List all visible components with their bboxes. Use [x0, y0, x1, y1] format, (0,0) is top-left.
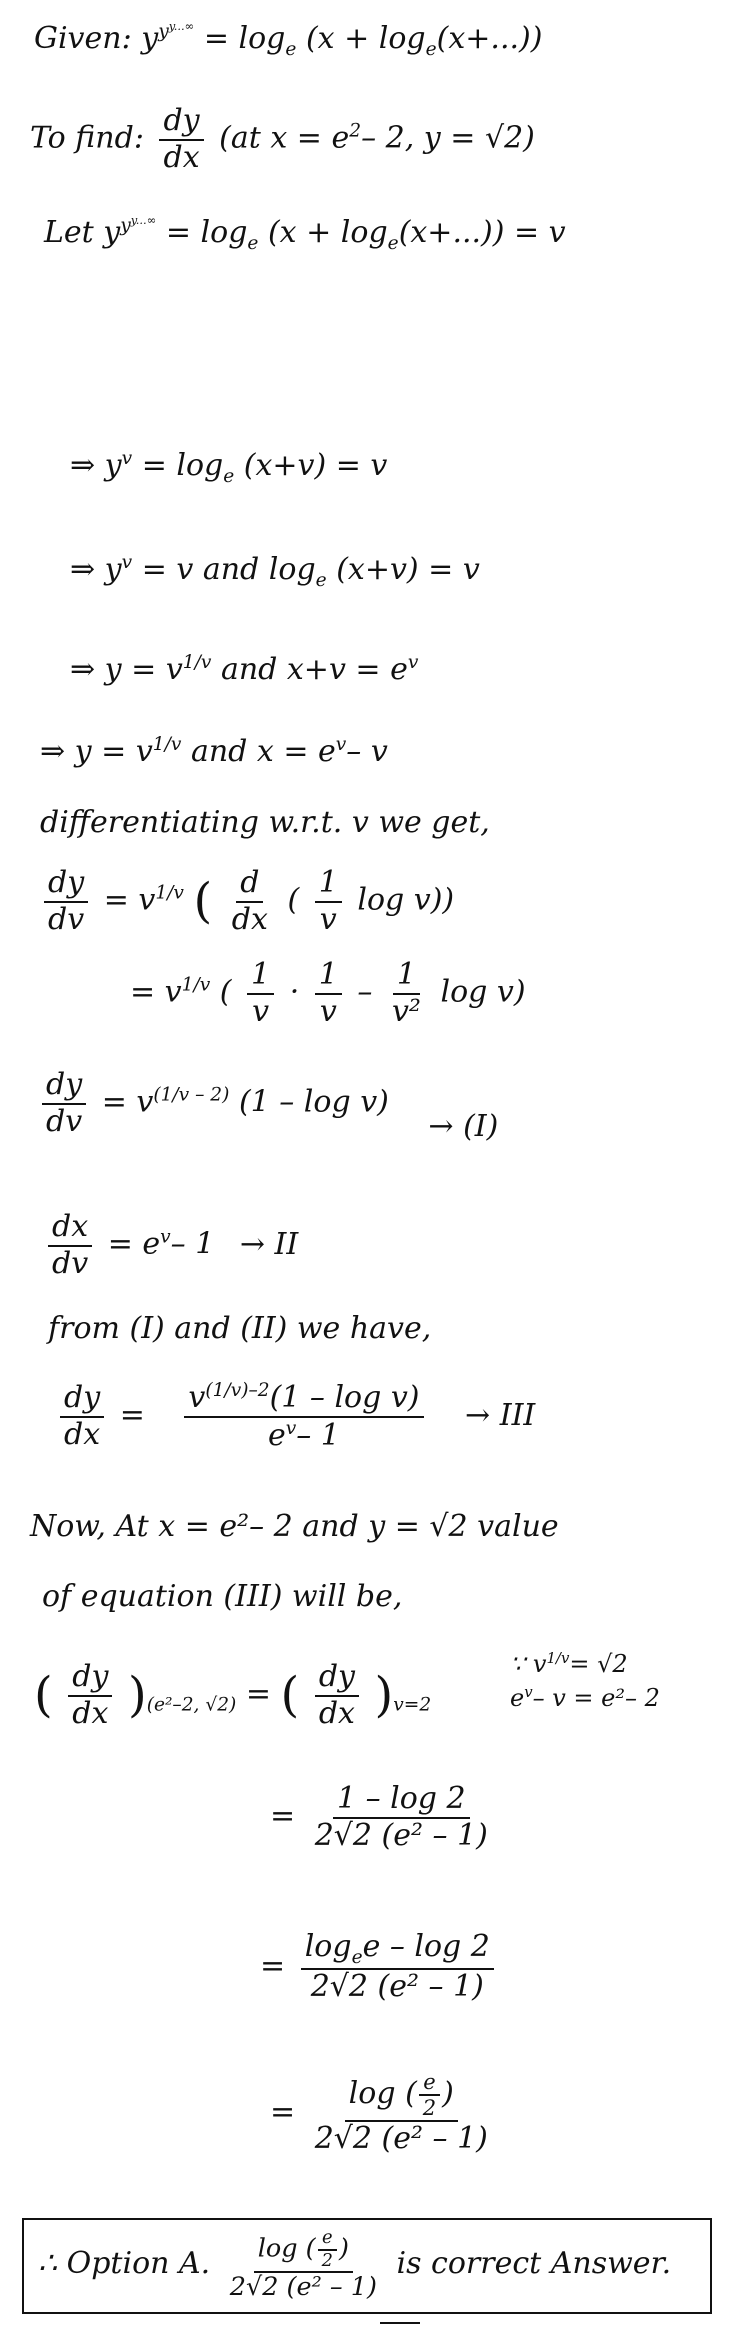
- tofind-fraction: [159, 104, 203, 175]
- deriv1-recip-den: v: [319, 901, 337, 937]
- result1-fraction: [311, 1782, 492, 1853]
- deriv2-frac3: [388, 958, 425, 1029]
- eval-note2-sup: v: [524, 1682, 533, 1701]
- deriv5-rhs-den: [264, 1418, 344, 1454]
- let-rhs: = log: [165, 215, 248, 251]
- final-answer-inner-num: e: [318, 2228, 337, 2251]
- deriv2-line: [130, 958, 526, 1029]
- deriv5-rhs-num-sup: (1/v)–2: [205, 1380, 270, 1401]
- deriv3-sup: (1/v – 2): [153, 1084, 230, 1106]
- deriv3-line: [36, 1067, 499, 1144]
- eval-lhs-num: dy: [68, 1660, 112, 1697]
- step1-sub: e: [223, 466, 235, 487]
- deriv1-recip-num: 1: [315, 866, 342, 903]
- deriv4-tag: → II: [239, 1226, 299, 1262]
- deriv1-inner-fraction: [228, 866, 272, 937]
- deriv4-b: – 1: [170, 1226, 215, 1262]
- step1-line: [70, 448, 387, 487]
- eval-note2-b: – v = e²– 2: [532, 1683, 660, 1712]
- deriv2-end: log v): [440, 974, 526, 1010]
- deriv1-e: log v)): [357, 882, 455, 918]
- result1-den: 2√2 (e² – 1): [314, 1817, 488, 1853]
- deriv3-b: (1 – log v): [238, 1084, 389, 1120]
- deriv2-frac3-num: 1: [393, 958, 420, 995]
- step4-a: ⇒ y = v: [40, 734, 153, 769]
- deriv1-open-paren: (: [193, 872, 213, 929]
- deriv2-frac2: [315, 958, 342, 1029]
- result1-line: [270, 1782, 498, 1853]
- given-rhs: = log: [203, 21, 286, 57]
- deriv1-lhs-den: dv: [48, 901, 85, 937]
- eval-note1-b: = √2: [569, 1650, 628, 1678]
- deriv4-lhs-fraction: [48, 1210, 92, 1281]
- eval-note-2: [510, 1682, 660, 1716]
- deriv2-dot: ·: [289, 974, 300, 1010]
- deriv5-rhs-den-a: e: [267, 1417, 286, 1453]
- deriv1-lhs-fraction: [44, 866, 88, 937]
- result3-num-a: log (: [348, 2076, 417, 2112]
- eval-close-paren-2: ): [374, 1666, 394, 1723]
- deriv4-lhs-num: dx: [48, 1210, 92, 1247]
- tofind-rest2: – 2, y = √2): [361, 120, 535, 156]
- tofind-den: dx: [163, 139, 200, 175]
- eval-line: [34, 1660, 431, 1731]
- final-answer-label: ∴ Option A.: [38, 2246, 211, 2282]
- result3-line: [270, 2070, 498, 2157]
- deriv2-frac1-den: v: [252, 993, 270, 1029]
- deriv5-rhs-num-a: v: [188, 1380, 206, 1415]
- result2-num-sub: e: [351, 1947, 363, 1968]
- given-rhs-sub: e: [285, 39, 297, 61]
- eval-lhs-fraction: [68, 1660, 112, 1731]
- deriv5-eq: =: [119, 1397, 145, 1433]
- deriv1-inner-den: dx: [231, 901, 268, 937]
- tofind-label: To find:: [30, 120, 144, 156]
- deriv1-a: = v: [103, 882, 156, 918]
- result2-num: [301, 1930, 494, 1970]
- deriv2-frac2-num: 1: [315, 958, 342, 995]
- let-sub: e: [247, 233, 259, 255]
- deriv2-frac1-num: 1: [247, 958, 274, 995]
- result2-num-a: log: [304, 1929, 352, 1964]
- result3-inner-num: e: [419, 2070, 439, 2096]
- deriv3-tag: → (I): [428, 1108, 499, 1144]
- result3-num-b: ): [442, 2076, 454, 2112]
- given-label: Given:: [34, 21, 132, 57]
- let-sub2: e: [387, 233, 399, 255]
- result2-fraction: [301, 1930, 494, 2005]
- eval-lhs-den: dx: [72, 1695, 109, 1731]
- deriv5-rhs-num-b: (1 – log v): [269, 1380, 420, 1415]
- let-rhs2: (x + log: [267, 215, 388, 251]
- eval-rhs-fraction: [315, 1660, 359, 1731]
- step3-b: and x+v = e: [220, 652, 408, 687]
- step4-sup: 1/v: [152, 734, 182, 755]
- deriv1-inner-num: d: [236, 866, 263, 903]
- deriv2-b: (: [219, 974, 232, 1010]
- result3-den: 2√2 (e² – 1): [314, 2121, 488, 2157]
- final-answer-den: 2√2 (e² – 1): [229, 2272, 377, 2303]
- result2-den: 2√2 (e² – 1): [310, 1969, 484, 2005]
- deriv3-lhs-fraction: [42, 1068, 86, 1139]
- deriv1-sup: 1/v: [155, 882, 184, 904]
- deriv1-line: [38, 866, 454, 937]
- eval-open-paren-2: (: [280, 1666, 300, 1723]
- tofind-sup: 2: [349, 120, 362, 142]
- eval-note2-a: e: [510, 1683, 525, 1712]
- tofind-num: dy: [159, 104, 203, 141]
- deriv3-lhs-den: dv: [46, 1103, 83, 1139]
- let-base: y: [103, 215, 121, 251]
- step2-b: = v and log: [141, 552, 316, 587]
- result3-num: [345, 2070, 458, 2122]
- result3-fraction: [311, 2070, 492, 2157]
- final-answer-inner-den: 2: [321, 2249, 333, 2271]
- given-sup2: y...∞: [168, 19, 195, 33]
- deriv5-rhs-den-sup: v: [285, 1417, 297, 1439]
- step3-sup: 1/v: [182, 652, 212, 673]
- step2-c: (x+v) = v: [336, 552, 480, 587]
- eval-note1-a: ∵ v: [510, 1650, 547, 1678]
- bottom-scribble: [380, 2322, 420, 2324]
- deriv3-a: = v: [101, 1084, 154, 1120]
- eval-note1-sup: 1/v: [546, 1649, 570, 1667]
- eval-close-paren: ): [127, 1666, 147, 1723]
- step4-b: and x = e: [190, 734, 336, 769]
- deriv5-lhs-num: dy: [60, 1381, 104, 1418]
- given-rhs2-sub: e: [425, 39, 437, 61]
- step4-line: [40, 734, 388, 770]
- step1-sup: v: [121, 448, 133, 469]
- eval-eq: =: [245, 1676, 271, 1712]
- result3-eq: =: [270, 2094, 296, 2130]
- result2-line: [260, 1930, 500, 2005]
- deriv5-tag: → III: [465, 1397, 536, 1433]
- given-sup: y: [158, 21, 169, 43]
- deriv1-recip-fraction: [315, 866, 342, 937]
- given-rhs2: (x + log: [305, 21, 426, 57]
- final-answer-line: [38, 2228, 671, 2302]
- deriv1-b: (: [287, 882, 300, 918]
- result2-num-b: e – log 2: [362, 1929, 490, 1964]
- deriv1-lhs-num: dy: [44, 866, 88, 903]
- step2-sub: e: [315, 570, 327, 591]
- eval-lhs-sub: (e²–2, √2): [146, 1694, 237, 1716]
- deriv4-line: [42, 1210, 298, 1281]
- deriv5-line: [54, 1380, 535, 1453]
- deriv5-rhs-fraction: [184, 1380, 423, 1453]
- given-line: [34, 20, 542, 61]
- result3-inner-den: 2: [422, 2096, 437, 2121]
- final-answer-num-a: log (: [257, 2233, 316, 2264]
- step4-sup2: v: [335, 734, 347, 755]
- eval-open-paren: (: [34, 1666, 53, 1723]
- final-answer-inner-fraction: [318, 2228, 337, 2271]
- result1-eq: =: [270, 1798, 296, 1834]
- eval-rhs-den: dx: [318, 1695, 355, 1731]
- let-sup: y: [120, 215, 131, 237]
- deriv5-lhs-den: dx: [64, 1416, 101, 1452]
- eval-rhs-sub: v=2: [393, 1694, 432, 1716]
- deriv4-lhs-den: dv: [52, 1245, 89, 1281]
- tofind-line: [30, 104, 535, 175]
- eval-note-1: [510, 1648, 660, 1682]
- deriv4-a: = e: [107, 1226, 161, 1262]
- deriv3-lhs-num: dy: [42, 1068, 86, 1105]
- let-line: [44, 214, 566, 255]
- deriv2-frac3-den: v²: [391, 993, 421, 1029]
- deriv2-minus: –: [357, 974, 373, 1010]
- final-answer-fraction: [226, 2228, 381, 2302]
- final-answer-num-b: ): [339, 2233, 349, 2264]
- given-tower: [141, 21, 204, 56]
- step4-c: – v: [346, 734, 388, 769]
- result3-inner-fraction: [419, 2070, 440, 2120]
- from-line: from (I) and (II) we have,: [48, 1311, 432, 1346]
- let-rhs3: (x+...)) = v: [398, 215, 566, 251]
- deriv5-rhs-den-b: – 1: [296, 1417, 340, 1453]
- result1-num: 1 – log 2: [333, 1782, 470, 1819]
- step1-b: = log: [141, 448, 224, 483]
- deriv2-sup: 1/v: [181, 974, 211, 996]
- tofind-rest: (at x = e: [219, 120, 350, 156]
- of-line: of equation (III) will be,: [42, 1579, 403, 1614]
- deriv5-lhs-fraction: [60, 1381, 104, 1452]
- final-answer-num: [254, 2228, 353, 2273]
- final-answer-text: is correct Answer.: [396, 2246, 672, 2282]
- step2-line: [70, 552, 480, 591]
- deriv5-rhs-num: [184, 1380, 423, 1418]
- eval-note: [510, 1648, 660, 1715]
- step1-c: (x+v) = v: [243, 448, 388, 483]
- result2-eq: =: [260, 1948, 286, 1984]
- step2-a: ⇒ y: [70, 552, 122, 587]
- given-base: y: [141, 21, 159, 57]
- step3-sup2: v: [407, 652, 419, 673]
- now-line: Now, At x = e²– 2 and y = √2 value: [30, 1509, 559, 1544]
- step2-sup: v: [121, 552, 133, 573]
- let-sup2: y...∞: [130, 213, 157, 227]
- deriv2-frac2-den: v: [319, 993, 337, 1029]
- given-rhs3: (x+...)): [436, 21, 543, 57]
- deriv4-sup: v: [160, 1226, 171, 1248]
- step3-line: [70, 652, 418, 688]
- differentiating-line: differentiating w.r.t. v we get,: [40, 805, 490, 840]
- step1-a: ⇒ y: [70, 448, 122, 483]
- eval-rhs-num: dy: [315, 1660, 359, 1697]
- let-label: Let: [44, 215, 94, 251]
- step3-a: ⇒ y = v: [70, 652, 183, 687]
- deriv2-frac1: [247, 958, 274, 1029]
- deriv2-a: = v: [130, 974, 182, 1010]
